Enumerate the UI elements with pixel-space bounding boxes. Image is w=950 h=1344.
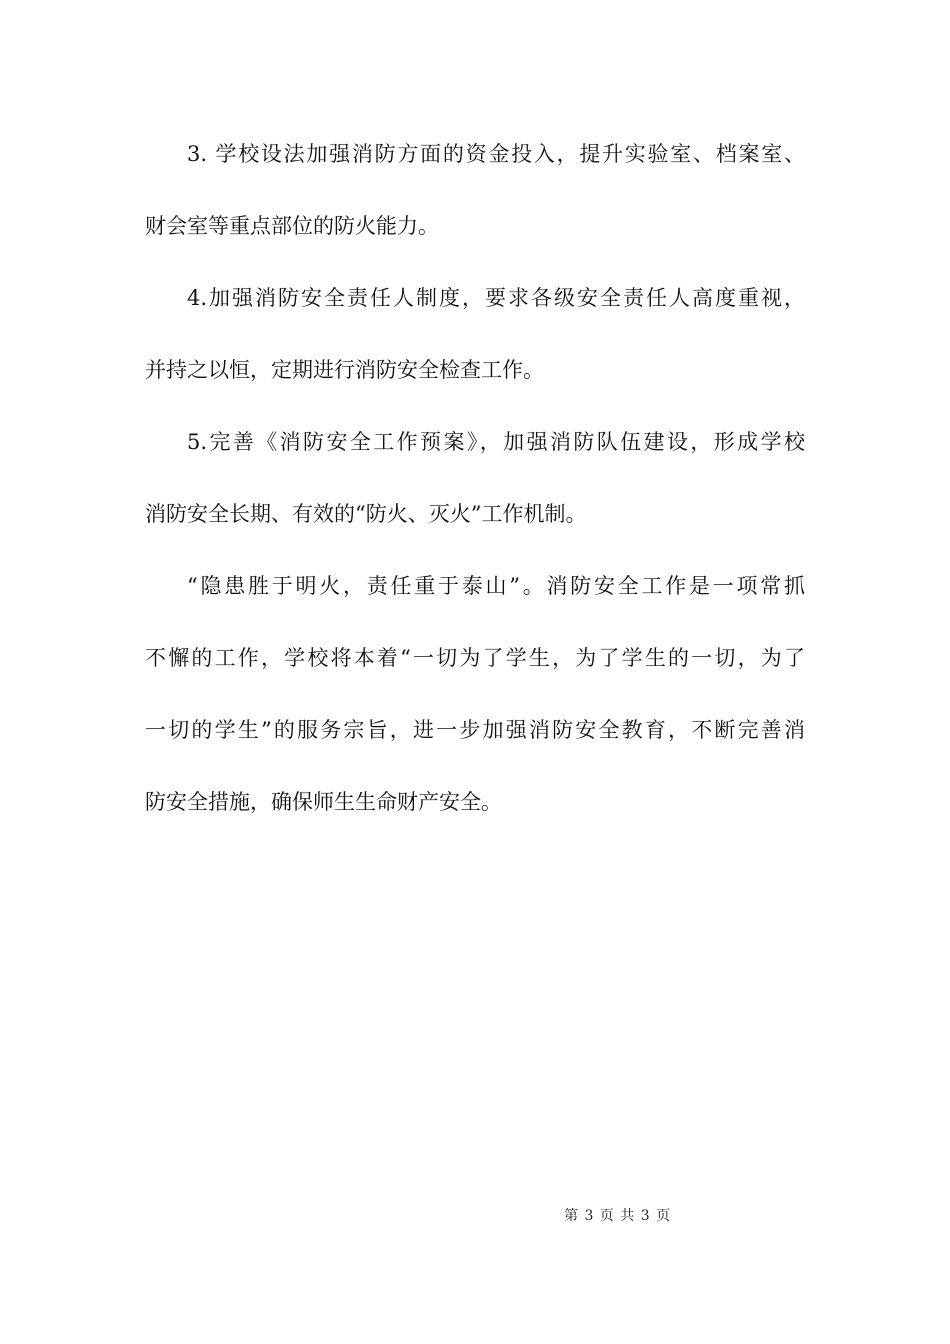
closing-paragraph-line-1: “隐患胜于明火，责任重于泰山”。消防安全工作是一项常抓 [187,574,805,598]
paragraph-3-line-2: 财会室等重点部位的防火能力。 [145,214,439,238]
document-body [145,126,805,846]
closing-paragraph-line-3: 一切的学生”的服务宗旨，进一步加强消防安全教育，不断完善消 [145,718,805,742]
paragraph-3-line-1: 3. 学校设法加强消防方面的资金投入，提升实验室、档案室、 [187,142,805,166]
closing-paragraph-line-4: 防安全措施，确保师生生命财产安全。 [145,790,502,814]
paragraph-5-line-2: 消防安全长期、有效的“防火、灭火”工作机制。 [145,502,587,526]
closing-paragraph-line-2: 不懈的工作，学校将本着“一切为了学生，为了学生的一切，为了 [145,646,805,670]
paragraph-4-line-1: 4.加强消防安全责任人制度，要求各级安全责任人高度重视， [187,286,805,310]
paragraph-4-line-2: 并持之以恒，定期进行消防安全检查工作。 [145,358,544,382]
paragraph-5-line-1: 5.完善《消防安全工作预案》，加强消防队伍建设，形成学校 [187,430,805,454]
page-number-label: 第 3 页 共 3 页 [564,1208,672,1224]
